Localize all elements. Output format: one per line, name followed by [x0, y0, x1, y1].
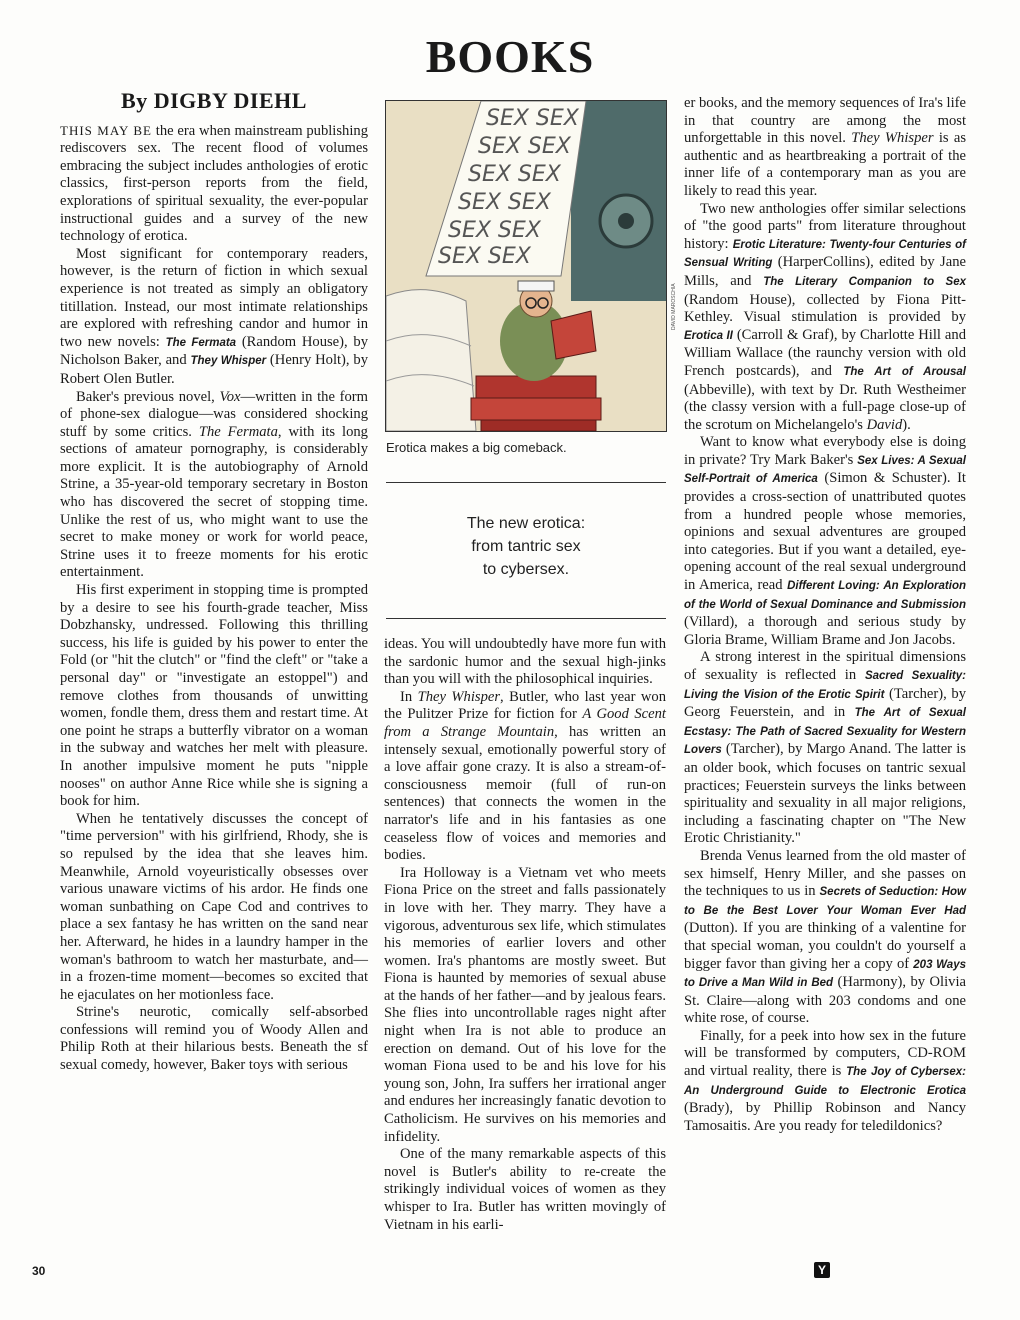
illustration-credit: DAVID MAROSCHIA — [671, 283, 677, 330]
text: , with its long sections of amateur pornography, is considerably more explicit. It is the autobiography of Arnold Strine, a 35-year-old temporary secretary in Boston who has discovered the secret of stopping time. Unlike the rest of us, who might want to use the secret to make money or work for world peace, Strine uses it to freeze moments for his erotic entertainment. — [60, 423, 368, 581]
text: (Villard), a thorough and serious study by Gloria Brame, William Brame and Jon Jacobs. — [684, 614, 966, 648]
text: ). — [902, 416, 911, 433]
pull-quote-line: The new erotica: — [466, 515, 586, 532]
paper-text: SEX SEX — [458, 190, 551, 215]
text: Two new anthologies offer similar selections of "the good parts" from literature throughout history: — [684, 200, 966, 252]
book-title: The Fermata — [165, 336, 237, 349]
book-title: Sacred Sexuality: Living the Vision of the Erotic Spirit — [684, 670, 966, 701]
book-title-italic: David — [866, 416, 903, 433]
text: (Tarcher), by Margo Anand. The latter is an older book, which focuses on tantric sexual practices; Feuerstein surveys the links between spirituality and sexuality in all major religions, including a fascinating chapter on "The New Erotic Christianity." — [684, 741, 966, 847]
book-title: They Whisper — [190, 355, 267, 368]
book-title: Different Loving: An Exploration of the World of Sexual Dominance and Submission — [684, 580, 966, 611]
paragraph: Strine's neurotic, comically self-absorbed confessions will remind you of Woody Allen and Philip Roth at their hilarious bests. Beneath the sf sexual comedy, however, Baker toys with serious — [60, 1004, 368, 1074]
byline: By DIGBY DIEHL — [121, 88, 307, 113]
book-title: The Art of Arousal — [843, 365, 966, 378]
text: the era when mainstream publishing rediscovers sex. The recent flood of volumes embracing the subject includes anthologies of erotic classics, first-person reports from the field, explorations of spiritual sexuality, the ever-popular instructional guides and a survey of the new technology of erotica. — [60, 122, 368, 245]
divider — [386, 618, 666, 619]
paper-text: SEX SEX — [438, 244, 531, 269]
illustration-artwork — [386, 101, 666, 431]
text: Brenda Venus learned from the old master of sex himself, Henry Miller, and she passes on the techniques to us in — [684, 847, 966, 900]
end-mark-icon: Y — [814, 1262, 830, 1278]
text: A strong interest in the spiritual dimensions of sexuality is reflected in — [684, 649, 966, 683]
paragraph — [60, 389, 368, 583]
book-title-italic: They Whisper — [417, 688, 501, 705]
paragraph: When he tentatively discusses the concept of "time perversion" with his girlfriend, Rhody, she is so repulsed by the idea that she leaves him. Meanwhile, Arnold voyeuristically obsesses over various unaware victims of his ardor. He finds one woman sunbathing on Cape Cod and contrives to place a sex fantasy he has written on the sand near her. Afterward, he hides in a laundry hamper in the woman's bathroom to watch her masturbate, and—in a frozen-time moment—becomes so excited that he ejaculates on her motionless face. — [60, 810, 368, 1003]
text: (Carroll & Graf), by Charlotte Hill and William Wallace (the raunchy version with old French postcards), and — [684, 326, 966, 379]
book-title-italic: A Good Scent from a Strange Mountain — [384, 706, 666, 740]
text: (Abbeville), with text by Dr. Ruth Westheimer (the classy version with a full-page close-up of the scrotum on Michelangelo's — [684, 381, 966, 433]
text: Most significant for contemporary readers, however, is the return of fiction in which sexual experience is not treated as simply an obligatory titillation. Instead, our most intimate relationships are explored with refreshing candor and humor in two new novels: — [60, 245, 368, 350]
text: Want to know what everybody else is doing in private? Try Mark Baker's — [684, 434, 966, 468]
lead-in: THIS MAY BE — [60, 122, 152, 138]
illustration-caption: Erotica makes a big comeback. — [386, 440, 567, 455]
book-title: 203 Ways to Drive a Man Wild in Bed — [684, 958, 966, 990]
text: (Harmony), by Olivia St. Claire—along with 203 condoms and one white rose, of course. — [684, 974, 966, 1027]
pull-quote-line: to cybersex. — [482, 561, 570, 578]
text: (Brady), by Phillip Robinson and Nancy Tamosaitis. Are you ready for teledildonics? — [684, 1100, 966, 1134]
paragraph: His first experiment in stopping time is prompted by a desire to see his fourth-grade teacher, Miss Dobzhansky, undressed. Following this thrilling success, his life is guided by his power to enter the Fold (or "hit the clutch" or "find the cleft" or "take a personal day" or "investigate an estoppel") and remove clothes from thousands of unwitting women, fondle them, dress them and restart time. At one point he straps a butterfly vibrator on a woman in the subway and watches her melt with pleasure. In another impulsive moment he puts "nipple nooses" on author Anne Rice while she is signing a book for him. — [60, 582, 368, 810]
paragraph — [60, 246, 368, 389]
paper-text: SEX SEX — [468, 162, 561, 187]
paragraph — [684, 434, 966, 649]
book-title: Secrets of Seduction: How to Be the Best Lover Your Woman Ever Had — [684, 886, 966, 917]
book-title: The Joy of Cybersex: An Underground Guide to Electronic Erotica — [684, 1066, 966, 1097]
pull-quote-line: from tantric sex — [471, 538, 581, 555]
article-column-1 — [60, 88, 369, 1075]
book-title: Erotica II — [684, 329, 733, 342]
paragraph — [60, 122, 368, 246]
paragraph — [684, 201, 966, 435]
text: —written in the form of phone-sex dialogue—was considered shocking stuff by some critics. — [60, 388, 368, 440]
book-title: The Art of Sexual Ecstasy: The Path of Sacred Sexuality for Western Lovers — [684, 707, 966, 757]
paragraph — [684, 848, 966, 1028]
text: , Butler, who last year won the Pulitzer Prize for fiction for — [384, 688, 666, 723]
text: (Tarcher), by Georg Feuerstein, and in — [684, 685, 966, 721]
text: Finally, for a peek into how sex in the future will be transformed by computers, CD-ROM and virtual reality, there is — [684, 1027, 966, 1080]
text: (Dutton). If you are thinking of a valentine for that special woman, you couldn't do yourself a bigger favor than giving her a copy of — [684, 920, 966, 972]
paragraph: One of the many remarkable aspects of this novel is Butler's ability to re-create the strikingly individual voices of women as they whisper to Ira. Butler has written movingly of Vietnam in his earli- — [384, 1146, 666, 1233]
text: (Random House), by Nicholson Baker, and — [60, 333, 369, 369]
text: (Random House), collected by Fiona Pitt-Kethley. Visual stimulation is provided by — [684, 291, 966, 326]
paper-text: SEX SEX — [478, 134, 571, 159]
text: (Henry Holt), by Robert Olen Butler. — [60, 352, 368, 387]
text: Baker's previous novel, — [76, 388, 220, 405]
text: , has written an intensely sexual, emotionally powerful story of a love affair gone crazy. It is also a stream-of-consciousness memoir (full of run-on sentences) that connects the women in the narrator's life and in his fantasies as one ceaseless flow of voices and memories and bodies. — [384, 723, 666, 864]
paragraph — [684, 95, 966, 201]
book-title: The Literary Companion to Sex — [763, 275, 966, 288]
book-title: Sex Lives: A Sexual Self-Portrait of America — [684, 454, 966, 486]
paragraph — [384, 689, 666, 865]
paragraph: Ira Holloway is a Vietnam vet who meets Fiona Price on the street and falls passionately in love with her. They marry. They have a vigorous, adventurous sex life, which stimulates his memories of earlier lovers and other women. Ira's phantoms are mostly sweet. But Fiona is haunted by memories of sexual abuse at the hands of her father—and by jealous fears. She flies into uncontrollable rages night after night when Ira is not able to produce an erection on demand. Out of his love for the woman Fiona used to be and his love for his young son, John, Ira suffers her irrational anger and endures her increasingly fanatic devotion to Catholicism. He survives on his memories and infidelity. — [384, 864, 666, 1145]
article-column-3 — [684, 95, 966, 1135]
section-title: BOOKS — [425, 31, 595, 82]
illustration — [385, 100, 667, 432]
text: is as authentic and as heartbreaking a portrait of the inner life of a contemporary man as you are likely to read this year. — [684, 130, 967, 199]
paper-text: SEX SEX — [486, 106, 579, 131]
paragraph — [684, 649, 966, 848]
page-number: 30 — [32, 1264, 46, 1278]
text: (HarperCollins), edited by Jane Mills, and — [684, 254, 966, 289]
book-title: Erotic Literature: Twenty-four Centuries of Sensual Writing — [684, 238, 967, 270]
book-title-italic: The Fermata — [198, 423, 278, 440]
text: In — [400, 688, 418, 705]
text: (Simon & Schuster). It provides a cross-section of unattributed quotes from a hundred people whose memories, opinions and sexual adventures are grouped into categories. But if you want a detailed, eye-opening account of the real sexual underground in America, read — [684, 470, 966, 594]
article-column-2 — [384, 636, 666, 1234]
text: er books, and the memory sequences of Ira's life in that country are among the most unforgettable in this novel. — [684, 95, 966, 147]
book-title-italic: They Whisper — [851, 130, 934, 147]
book-title-italic: Vox — [219, 388, 241, 405]
divider — [386, 482, 666, 483]
paper-text: SEX SEX — [448, 218, 541, 243]
pull-quote — [386, 512, 666, 581]
paragraph: ideas. You will undoubtedly have more fun with the sardonic humor and the sexual high-jinks than you will with the philosophical inquiries. — [384, 636, 666, 688]
paragraph — [684, 1028, 966, 1136]
